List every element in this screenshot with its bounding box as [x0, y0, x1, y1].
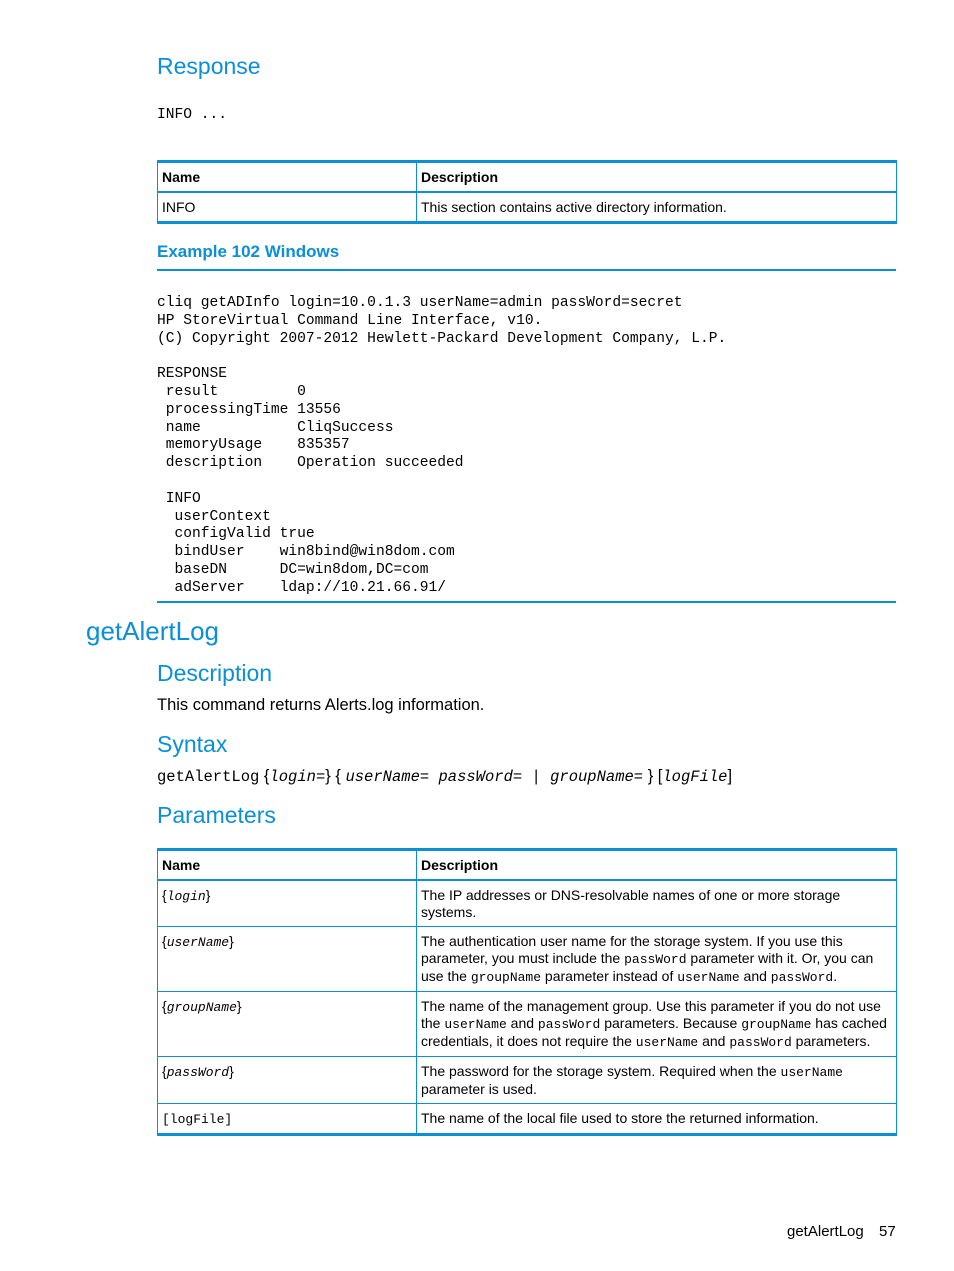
section-title: getAlertLog: [86, 616, 219, 646]
brace: }: [236, 998, 242, 1014]
parameters-table: [157, 848, 897, 1136]
desc-text: parameters.: [791, 1033, 871, 1049]
desc-code: userName: [780, 1065, 843, 1080]
syntax-login: login=: [269, 768, 326, 786]
param-name: [logFile]: [162, 1112, 233, 1127]
param-desc-username: [417, 927, 897, 992]
desc-code: userName: [444, 1017, 507, 1032]
desc-text: parameter with it. Or, you can use the: [421, 950, 874, 984]
desc-text: parameters. Because: [600, 1015, 742, 1031]
param-desc-password: [417, 1057, 897, 1104]
desc-text: parameter instead of: [541, 968, 678, 984]
syntax-brace: ]: [727, 767, 733, 785]
desc-code: userName: [635, 1035, 699, 1050]
example-top-rule: [157, 269, 896, 271]
syntax-brace: } [: [643, 767, 663, 785]
desc-text: The name of the local file used to store the returned information.: [421, 1110, 819, 1126]
response-heading: Response: [157, 53, 261, 79]
desc-code: passWord: [729, 1035, 792, 1050]
param-name-groupname: [158, 992, 417, 1057]
response-code: INFO ...: [157, 107, 228, 123]
example-code: cliq getADInfo login=10.0.1.3 userName=admin passWord=secret HP StoreVirtual Command Line Interface, v10. (C) Copyright 2007-2012 Hewlett-Packard Development Company, L.P. RESPONSE result 0 processingTime 13556 name CliqSuccess memoryUsage 835357 description Operation succeeded INFO userContext configValid true bindUser win8bind@win8dom.com baseDN DC=win8dom,DC=com adServer ldap://10.21.66.91/: [157, 295, 727, 596]
syntax-logfile: logFile: [662, 768, 728, 786]
desc-text: .: [833, 968, 838, 984]
table-header-description: Description: [417, 850, 897, 881]
desc-code: passWord: [537, 1017, 601, 1032]
table-row: [158, 992, 897, 1057]
desc-code: groupName: [470, 970, 542, 985]
param-desc-login: [417, 880, 897, 927]
param-name-logfile: [158, 1104, 417, 1135]
syntax-heading: Syntax: [157, 731, 228, 757]
param-name: login: [166, 889, 206, 904]
param-name: groupName: [166, 1000, 237, 1015]
desc-text: has cached credentials, it does not require the: [421, 1015, 887, 1049]
description-heading: Description: [157, 660, 273, 686]
response-table: [157, 160, 897, 224]
desc-code: userName: [677, 970, 740, 985]
param-name: passWord: [166, 1065, 230, 1080]
brace: }: [205, 887, 211, 903]
footer-label: getAlertLog: [787, 1223, 864, 1240]
desc-text: The password for the storage system. Required when the: [421, 1063, 781, 1079]
desc-code: passWord: [770, 970, 834, 985]
brace: {: [162, 933, 167, 949]
brace: {: [162, 887, 167, 903]
syntax-brace: {: [259, 767, 270, 785]
parameters-heading: Parameters: [157, 802, 276, 828]
table-row: [158, 880, 897, 927]
desc-text: The IP addresses or DNS-resolvable names of one or more storage systems.: [421, 887, 841, 920]
table-row: [158, 1057, 897, 1104]
param-desc-groupname: [417, 992, 897, 1057]
brace: }: [229, 1063, 234, 1079]
table-header-description: Description: [417, 162, 897, 193]
desc-text: The authentication user name for the storage system. If you use this parameter, you must include the: [421, 933, 843, 966]
desc-text: and: [698, 1033, 730, 1049]
brace: {: [162, 1063, 167, 1079]
desc-code: passWord: [624, 952, 687, 967]
brace: {: [162, 998, 167, 1014]
desc-text: and: [739, 968, 771, 984]
param-name: userName: [166, 935, 230, 950]
table-row: [158, 192, 897, 223]
desc-text: and: [506, 1015, 538, 1031]
table-cell-description: This section contains active directory information.: [417, 192, 897, 223]
syntax-brace: }: [325, 767, 331, 785]
example-title: Example 102 Windows: [157, 242, 340, 261]
table-header-name: Name: [158, 162, 417, 193]
param-name-username: [158, 927, 417, 992]
syntax-line: [157, 767, 732, 786]
desc-code: groupName: [741, 1017, 812, 1032]
syntax-brace: {: [330, 767, 346, 785]
page-number: 57: [879, 1223, 896, 1240]
param-desc-logfile: [417, 1104, 897, 1135]
description-text: This command returns Alerts.log information.: [157, 696, 485, 714]
table-row: [158, 1104, 897, 1135]
brace: }: [229, 933, 234, 949]
example-bottom-rule: [157, 601, 896, 603]
table-header-name: Name: [158, 850, 417, 881]
syntax-command: getAlertLog: [157, 768, 260, 786]
table-row: [158, 927, 897, 992]
table-cell-name: INFO: [158, 192, 417, 223]
desc-text: parameter is used.: [421, 1081, 537, 1097]
param-name-login: [158, 880, 417, 927]
desc-text: The name of the management group. Use this parameter if you do not use the: [421, 998, 881, 1031]
syntax-username: userName= passWord= | groupName=: [345, 768, 644, 786]
param-name-password: [158, 1057, 417, 1104]
